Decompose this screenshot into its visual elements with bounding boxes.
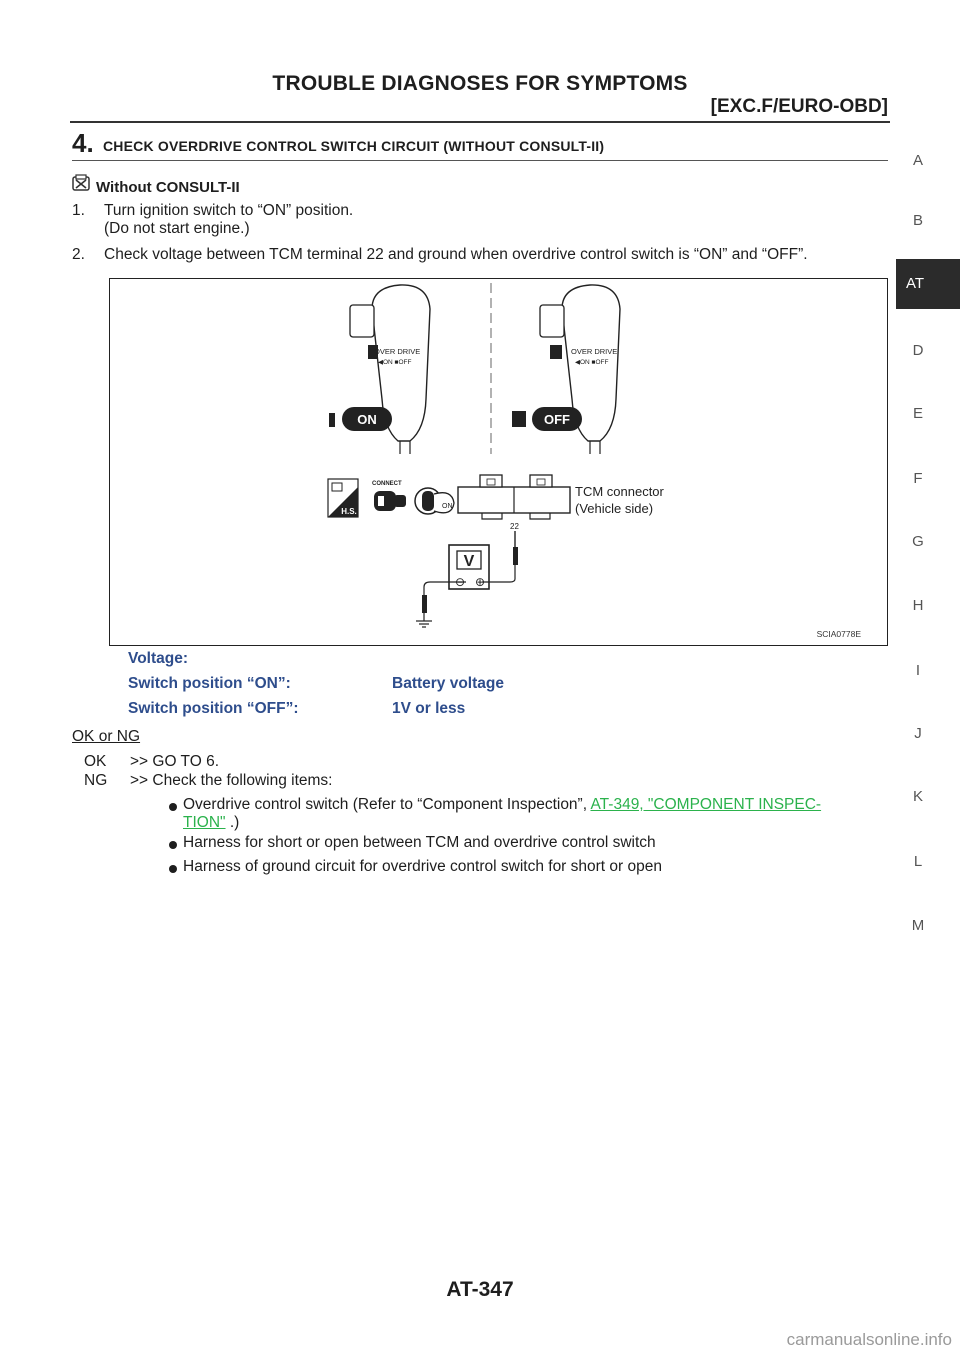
watermark: carmanualsonline.info (786, 1330, 952, 1349)
wiring-diagram-figure (109, 278, 888, 646)
on-off-label-right: ◀ON ■OFF (575, 359, 609, 366)
index-tab-d[interactable]: D (912, 342, 924, 359)
mode-label: Without CONSULT-II (96, 179, 240, 196)
instruction-1-number: 1. (72, 202, 85, 219)
figure-code: SCIA0778E (816, 629, 861, 639)
bullet-2-text: Harness for short or open between TCM and overdrive control switch (183, 834, 656, 851)
page-header-subtitle: [EXC.F/EURO-OBD] (710, 96, 888, 117)
diagram-drawing (110, 279, 887, 645)
index-tab-b[interactable]: B (912, 212, 923, 229)
bullet-3-text: Harness of ground circuit for overdrive control switch for short or open (183, 858, 662, 875)
index-tab-l[interactable]: L (913, 853, 923, 870)
connect-icon (374, 491, 406, 511)
index-tab-i[interactable]: I (915, 662, 921, 679)
meter-plus: ⊕ (474, 575, 486, 589)
ok-ng-heading: OK or NG (72, 728, 141, 745)
tcm-connector-illustration (458, 475, 570, 519)
hs-label: H.S. (341, 507, 357, 516)
bullet-dot-1 (169, 803, 177, 811)
page-header-title: TROUBLE DIAGNOSES FOR SYMPTOMS (272, 72, 688, 95)
meter-v-label: V (463, 553, 475, 570)
index-tab-h[interactable]: H (912, 597, 924, 614)
index-tab-at-label: AT (906, 275, 925, 292)
bullet-dot-3 (169, 865, 177, 873)
index-tab-j[interactable]: J (914, 725, 922, 742)
step-title: CHECK OVERDRIVE CONTROL SWITCH CIRCUIT (WITHOUT CONSULT-II) (103, 138, 605, 154)
spec-off-label: Switch position “OFF”: (128, 700, 299, 717)
index-tab-a[interactable]: A (912, 152, 923, 169)
ng-code: NG (84, 772, 108, 789)
bullet-1-body: Overdrive control switch (Refer to “Component Inspection”, (183, 796, 588, 813)
ignition-label: ON (442, 503, 453, 510)
instruction-2-number: 2. (72, 246, 85, 263)
index-tab-f[interactable]: F (913, 470, 923, 487)
bullet-1-tail: .) (225, 814, 240, 831)
ignition-on-icon (415, 488, 454, 514)
ok-code: OK (84, 753, 107, 770)
spec-heading: Voltage: (128, 650, 188, 667)
component-inspection-link-cont[interactable]: TION" (183, 814, 226, 831)
component-inspection-link[interactable]: AT-349, "COMPONENT INSPEC- (590, 796, 822, 813)
bullet-dot-2 (169, 841, 177, 849)
off-badge: OFF (544, 412, 570, 427)
overdrive-label-right: OVER DRIVE (571, 347, 618, 356)
header-divider (70, 121, 890, 123)
bullet-1-continuation (183, 814, 239, 832)
spec-on-value: Battery voltage (392, 675, 504, 692)
connect-label: CONNECT (372, 481, 402, 487)
connector-side-label: (Vehicle side) (575, 501, 654, 516)
instruction-1-note: (Do not start engine.) (104, 220, 250, 237)
page-number: AT-347 (446, 1278, 514, 1301)
instruction-1-text: Turn ignition switch to “ON” position. (104, 202, 354, 219)
index-tab-e[interactable]: E (912, 405, 923, 422)
on-off-label-left: ◀ON ■OFF (378, 359, 412, 366)
terminal-number: 22 (510, 522, 519, 531)
spec-on-label: Switch position “ON”: (128, 675, 291, 692)
index-tab-g[interactable]: G (912, 533, 924, 550)
on-badge: ON (357, 412, 377, 427)
bullet-1-text (183, 796, 821, 814)
step-number: 4. (72, 128, 94, 158)
connector-label: TCM connector (575, 484, 664, 499)
voltmeter-illustration (416, 531, 518, 627)
ok-action: >> GO TO 6. (130, 753, 220, 770)
index-tab-at-active[interactable] (896, 259, 960, 309)
instruction-2-text: Check voltage between TCM terminal 22 and ground when overdrive control switch is “ON” and “OFF”. (104, 246, 808, 263)
without-consult-icon (72, 174, 90, 192)
index-tab-k[interactable]: K (912, 788, 923, 805)
step-divider (72, 160, 888, 161)
spec-off-value: 1V or less (392, 700, 466, 717)
meter-minus: ⊖ (454, 575, 466, 589)
index-tab-m[interactable]: M (911, 917, 925, 934)
ng-action: >> Check the following items: (130, 772, 333, 789)
overdrive-label-left: OVER DRIVE (374, 347, 421, 356)
